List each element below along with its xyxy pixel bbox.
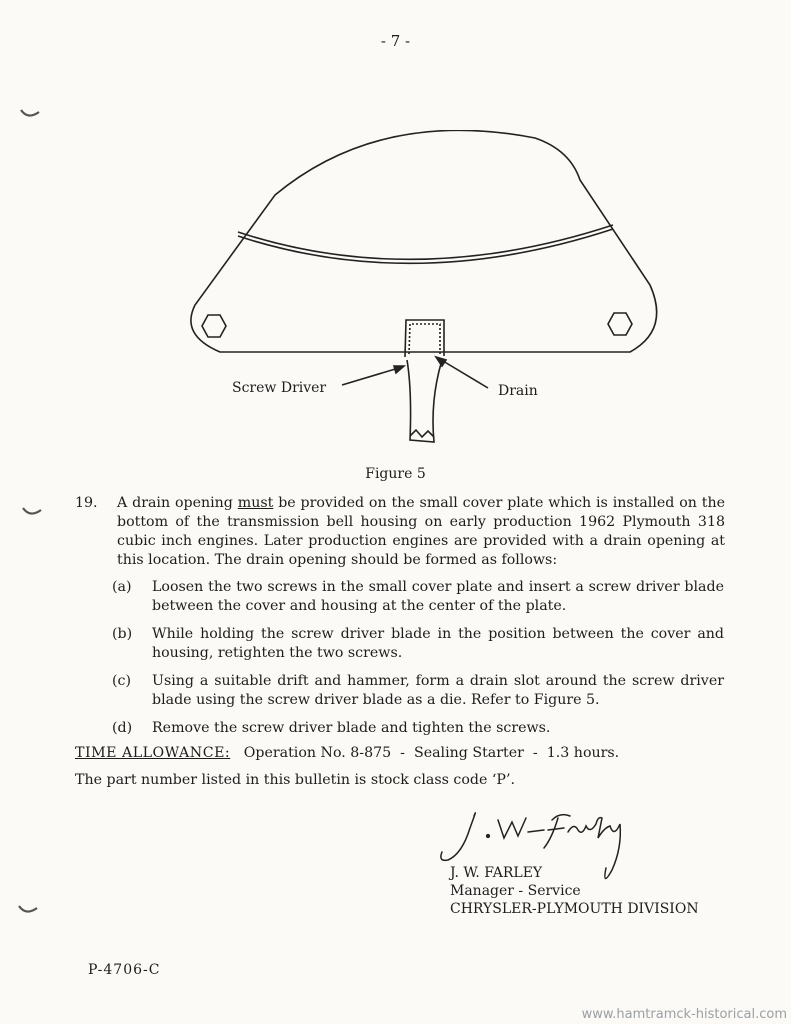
step-text: While holding the screw driver blade in the position between the cover and housing, retighten the two screws.: [152, 626, 724, 661]
screwdriver-arrow: [342, 367, 402, 385]
item-number: 19.: [75, 495, 98, 511]
time-allowance-label: TIME ALLOWANCE:: [75, 745, 231, 761]
hex-bolt-right: [608, 313, 632, 335]
punch-hole-mark: [18, 902, 38, 916]
step-d: [112, 719, 724, 738]
item-19-paragraph: [75, 494, 725, 570]
item-19-text: A drain opening must be provided on the small cover plate which is installed on the bottom of the transmission bell housing on early production 1962 Plymouth 318 cubic inch engines. Later production engines are provided with a drain opening at this location. The drain opening should be formed as follows:: [117, 495, 725, 568]
step-letter: (c): [112, 673, 132, 689]
figure-5-illustration: [180, 130, 670, 450]
procedure-steps: [112, 578, 724, 747]
signer-title: Manager - Service: [450, 883, 581, 899]
part-number-note: The part number listed in this bulletin is stock class code ‘P’.: [75, 772, 515, 788]
step-c: [112, 672, 724, 710]
cover-plate-curve: [238, 229, 613, 263]
step-text: Using a suitable drift and hammer, form a drain slot around the screw driver blade using the screw driver blade as a die. Refer to Figure 5.: [152, 673, 724, 708]
screw-driver-label: Screw Driver: [232, 380, 327, 396]
signer-name: J. W. FARLEY: [450, 865, 543, 881]
hex-bolt-left: [202, 315, 226, 337]
cover-plate-drawing: [180, 130, 670, 450]
cover-plate-curve: [238, 225, 613, 259]
time-allowance: [75, 745, 619, 761]
watermark: www.hamtramck-historical.com: [581, 1007, 787, 1022]
emphasis-must: must: [237, 495, 274, 511]
step-text: Loosen the two screws in the small cover plate and insert a screw driver blade between the cover and housing at the center of the plate.: [152, 579, 724, 614]
punch-hole-mark: [22, 504, 42, 518]
step-a: [112, 578, 724, 616]
punch-hole-mark: [20, 106, 40, 120]
step-letter: (a): [112, 579, 132, 595]
figure-caption: Figure 5: [365, 466, 426, 482]
signature-block: [450, 864, 699, 918]
drain-arrow: [438, 358, 488, 388]
screwdriver-blade: [407, 360, 442, 442]
step-b: [112, 625, 724, 663]
bulletin-code: P-4706-C: [88, 962, 161, 978]
cover-plate-outline: [191, 130, 657, 352]
step-letter: (b): [112, 626, 133, 642]
page-number: - 7 -: [380, 32, 411, 50]
step-text: Remove the screw driver blade and tighten the screws.: [152, 720, 551, 736]
step-letter: (d): [112, 720, 133, 736]
drain-label: Drain: [498, 383, 538, 399]
time-allowance-text: Operation No. 8-875 - Sealing Starter - 1.3 hours.: [230, 745, 620, 761]
signer-division: CHRYSLER-PLYMOUTH DIVISION: [450, 901, 699, 917]
